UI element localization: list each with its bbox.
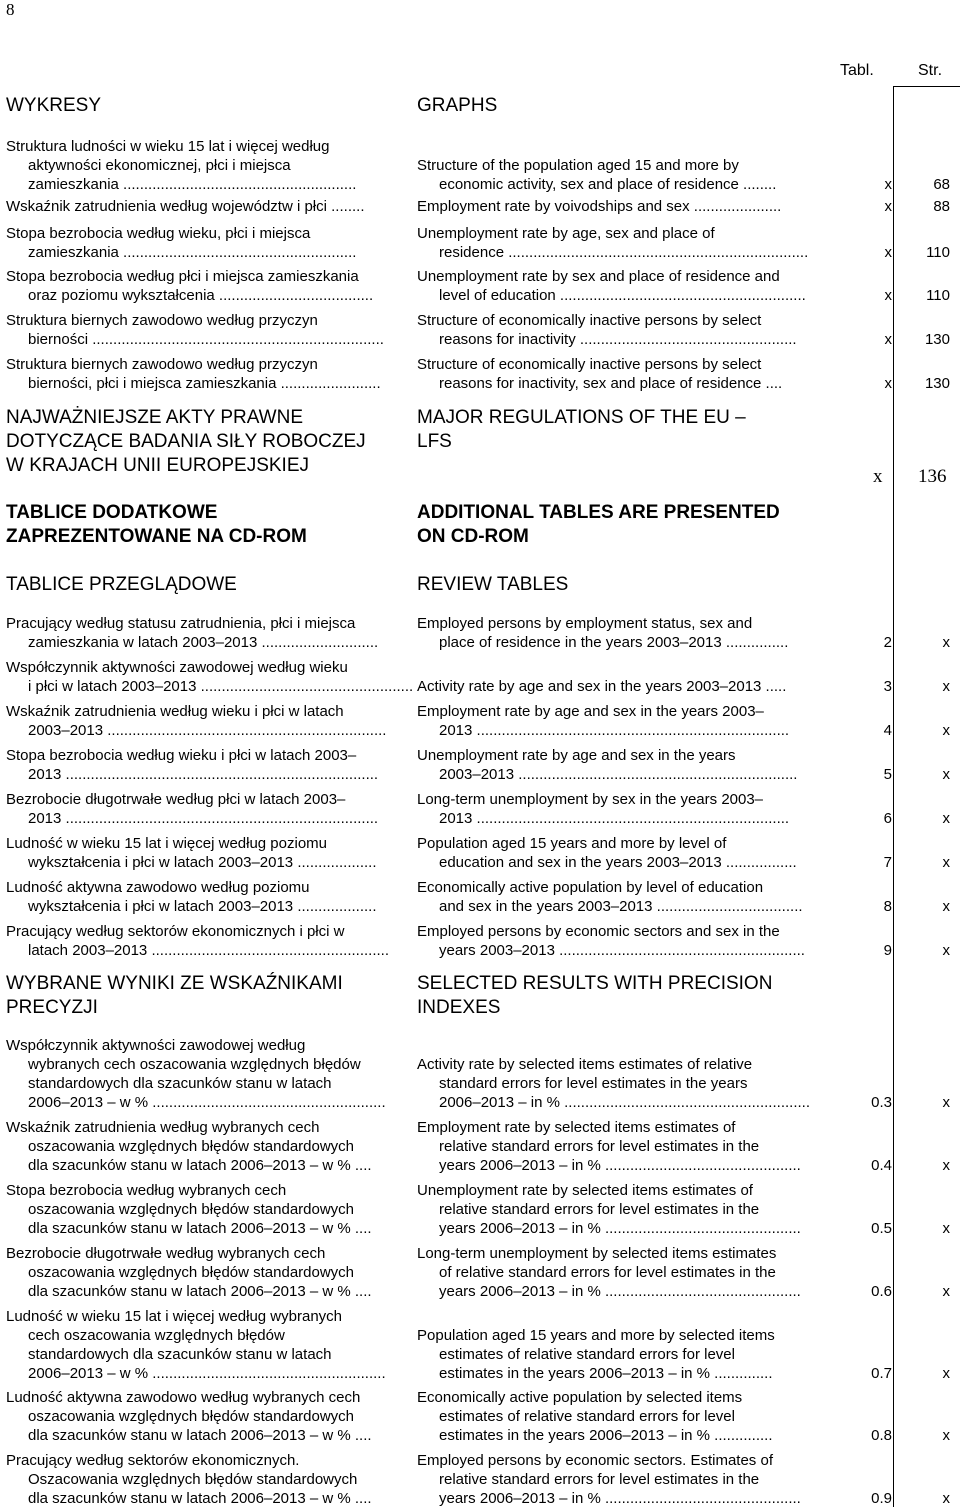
graph-entry-en-line: economic activity, sex and place of residence ........: [439, 176, 777, 193]
graph-entry-en-line: Structure of economically inactive persons by select: [417, 312, 762, 329]
graph-entry-str-ref: 88: [933, 198, 950, 215]
graph-entry-pl-line: zamieszkania ........................................................: [28, 244, 357, 261]
review-entry-en-line: years 2003–2013 ...........................................................: [439, 942, 805, 959]
precision-entry-en-line: years 2006–2013 – in % ...............................................: [439, 1220, 801, 1237]
precision-entry-pl-line: oszacowania względnych błędów standardowych: [28, 1408, 355, 1425]
review-entry-pl-line: wykształcenia i płci w latach 2003–2013 ...................: [28, 854, 377, 871]
precision-entry-en-line: estimates of relative standard errors for level: [439, 1408, 735, 1425]
review-entry-pl-line: Ludność w wieku 15 lat i więcej według poziomu: [6, 835, 328, 852]
precision-entry-pl-line: oszacowania względnych błędów standardowych: [28, 1201, 355, 1218]
precision-entry-en-line: of relative standard errors for level estimates in the: [439, 1264, 776, 1281]
review-entry-pl-line: latach 2003–2013 .........................................................: [28, 942, 389, 959]
precision-entry-en-line: relative standard errors for level estimates in the: [439, 1138, 760, 1155]
precision-entry-pl-line: Oszacowania względnych błędów standardowych: [28, 1471, 358, 1488]
graph-entry-str-ref: 110: [926, 287, 950, 304]
review-entry-pl-line: i płci w latach 2003–2013 ...................................................: [28, 678, 414, 695]
review-entry-tabl-ref: 5: [883, 766, 892, 783]
precision-entry-tabl-ref: 0.5: [871, 1220, 892, 1237]
graph-entry-pl-line: bierności ......................................................................: [28, 331, 384, 348]
graph-entry-en-line: residence ........................................................................: [439, 244, 809, 261]
precision-entry-tabl-ref: 0.6: [871, 1283, 892, 1300]
review-entry-str-ref: x: [942, 722, 950, 739]
precision-entry-pl-line: dla szacunków stanu w latach 2006–2013 – w % ....: [28, 1490, 372, 1507]
precision-entry-pl-line: oszacowania względnych błędów standardowych: [28, 1138, 355, 1155]
review-entry-en-line: 2013 ...........................................................................: [439, 810, 790, 827]
section-heading-dodatkowe-en-1: ADDITIONAL TABLES ARE PRESENTED: [417, 502, 780, 523]
graph-entry-pl-line: zamieszkania ........................................................: [28, 176, 357, 193]
review-entry-en-line: Employed persons by employment status, sex and: [417, 615, 753, 632]
graph-entry-en-line: Unemployment rate by sex and place of residence and: [417, 268, 780, 285]
graph-entry-str-ref: 68: [933, 176, 950, 193]
precision-entry-str-ref: x: [942, 1157, 950, 1174]
graph-entry-tabl-ref: x: [884, 287, 892, 304]
section-heading-przegladowe-en: REVIEW TABLES: [417, 574, 569, 595]
review-entry-str-ref: x: [942, 766, 950, 783]
review-entry-pl-line: zamieszkania w latach 2003–2013 ............................: [28, 634, 379, 651]
precision-entry-pl-line: Współczynnik aktywności zawodowej według: [6, 1037, 306, 1054]
graph-entry-en-line: reasons for inactivity, sex and place of residence ....: [439, 375, 783, 392]
precision-entry-pl-line: Stopa bezrobocia według wybranych cech: [6, 1182, 287, 1199]
section-heading-akty-pl-2: DOTYCZĄCE BADANIA SIŁY ROBOCZEJ: [6, 431, 366, 452]
precision-entry-pl-line: Ludność aktywna zawodowo według wybranych cech: [6, 1389, 361, 1406]
review-entry-str-ref: x: [942, 634, 950, 651]
review-entry-tabl-ref: 2: [883, 634, 892, 651]
graph-entry-en-line: Employment rate by voivodships and sex .....................: [417, 198, 782, 215]
section-heading-akty-pl-3: W KRAJACH UNII EUROPEJSKIEJ: [6, 455, 309, 476]
graph-entry-tabl-ref: x: [884, 375, 892, 392]
precision-entry-en-line: estimates in the years 2006–2013 – in % ..............: [439, 1427, 773, 1444]
graph-entry-pl-line: bierności, płci i miejsca zamieszkania ........................: [28, 375, 381, 392]
review-entry-pl-line: Pracujący według statusu zatrudnienia, płci i miejsca: [6, 615, 356, 632]
review-entry-en-line: Activity rate by age and sex in the years 2003–2013 .....: [417, 678, 787, 695]
review-entry-tabl-ref: 8: [883, 898, 892, 915]
precision-entry-en-line: Activity rate by selected items estimates of relative: [417, 1056, 753, 1073]
review-entry-tabl-ref: 3: [883, 678, 892, 695]
graph-entry-pl-line: oraz poziomu wykształcenia .....................................: [28, 287, 374, 304]
precision-entry-str-ref: x: [942, 1094, 950, 1111]
precision-entry-en-line: Employment rate by selected items estimates of: [417, 1119, 736, 1136]
section-heading-dodatkowe-pl-1: TABLICE DODATKOWE: [6, 502, 218, 523]
graph-entry-str-ref: 110: [926, 244, 950, 261]
akty-str: 136: [918, 466, 947, 487]
graph-entry-pl-line: Struktura biernych zawodowo według przyczyn: [6, 312, 318, 329]
review-entry-en-line: education and sex in the years 2003–2013 .................: [439, 854, 797, 871]
review-entry-str-ref: x: [942, 898, 950, 915]
review-entry-pl-line: 2013 ...........................................................................: [28, 810, 379, 827]
graph-entry-en-line: Structure of the population aged 15 and more by: [417, 157, 739, 174]
precision-entry-pl-line: wybranych cech oszacowania względnych błędów: [28, 1056, 361, 1073]
precision-entry-str-ref: x: [942, 1283, 950, 1300]
section-heading-wykresy: WYKRESY: [6, 95, 102, 116]
str-header: Str.: [918, 62, 943, 79]
precision-entry-en-line: Population aged 15 years and more by selected items: [417, 1327, 775, 1344]
precision-entry-pl-line: standardowych dla szacunków stanu w latach: [28, 1075, 332, 1092]
precision-entry-str-ref: x: [942, 1220, 950, 1237]
review-entry-str-ref: x: [942, 942, 950, 959]
precision-entry-tabl-ref: 0.4: [871, 1157, 892, 1174]
precision-entry-pl-line: Wskaźnik zatrudnienia według wybranych cech: [6, 1119, 320, 1136]
column-divider: [893, 86, 894, 1507]
precision-entry-pl-line: dla szacunków stanu w latach 2006–2013 – w % ....: [28, 1220, 372, 1237]
review-entry-pl-line: Wskaźnik zatrudnienia według wieku i płci w latach: [6, 703, 344, 720]
precision-entry-tabl-ref: 0.7: [871, 1365, 892, 1382]
precision-entry-str-ref: x: [942, 1427, 950, 1444]
review-entry-pl-line: 2003–2013 ...................................................................: [28, 722, 387, 739]
precision-entry-en-line: relative standard errors for level estimates in the: [439, 1201, 760, 1218]
precision-entry-en-line: years 2006–2013 – in % ...............................................: [439, 1157, 801, 1174]
section-heading-przegladowe-pl: TABLICE PRZEGLĄDOWE: [6, 574, 237, 595]
section-heading-wybrane-pl-2: PRECYZJI: [6, 997, 98, 1018]
graph-entry-en-line: level of education ...........................................................: [439, 287, 806, 304]
precision-entry-en-line: years 2006–2013 – in % ...............................................: [439, 1283, 801, 1300]
graph-entry-en-line: Structure of economically inactive persons by select: [417, 356, 762, 373]
graph-entry-en-line: Unemployment rate by age, sex and place of: [417, 225, 715, 242]
section-heading-akty-pl-1: NAJWAŻNIEJSZE AKTY PRAWNE: [6, 407, 304, 428]
precision-entry-en-line: years 2006–2013 – in % ...............................................: [439, 1490, 801, 1507]
review-entry-pl-line: 2013 ...........................................................................: [28, 766, 379, 783]
page-number: 8: [6, 0, 15, 19]
graph-entry-tabl-ref: x: [884, 176, 892, 193]
review-entry-en-line: Employed persons by economic sectors and sex in the: [417, 923, 780, 940]
review-entry-en-line: 2013 ...........................................................................: [439, 722, 790, 739]
review-entry-en-line: Economically active population by level of education: [417, 879, 764, 896]
graph-entry-pl-line: Struktura biernych zawodowo według przyczyn: [6, 356, 318, 373]
graph-entry-pl-line: Stopa bezrobocia według płci i miejsca zamieszkania: [6, 268, 359, 285]
precision-entry-str-ref: x: [942, 1365, 950, 1382]
precision-entry-en-line: standard errors for level estimates in the years: [439, 1075, 748, 1092]
review-entry-en-line: Population aged 15 years and more by level of: [417, 835, 727, 852]
review-entry-pl-line: Bezrobocie długotrwałe według płci w latach 2003–: [6, 791, 346, 808]
precision-entry-pl-line: 2006–2013 – w % ........................................................: [28, 1094, 386, 1111]
precision-entry-tabl-ref: 0.3: [871, 1094, 892, 1111]
precision-entry-tabl-ref: 0.8: [871, 1427, 892, 1444]
review-entry-en-line: Unemployment rate by age and sex in the years: [417, 747, 736, 764]
precision-entry-tabl-ref: 0.9: [871, 1490, 892, 1507]
precision-entry-pl-line: Bezrobocie długotrwałe według wybranych cech: [6, 1245, 326, 1262]
graph-entry-pl-line: Struktura ludności w wieku 15 lat i więcej według: [6, 138, 330, 155]
review-entry-pl-line: Współczynnik aktywności zawodowej według wieku: [6, 659, 348, 676]
section-heading-dodatkowe-en-2: ON CD-ROM: [417, 526, 529, 547]
precision-entry-pl-line: oszacowania względnych błędów standardowych: [28, 1264, 355, 1281]
review-entry-str-ref: x: [942, 678, 950, 695]
precision-entry-en-line: estimates of relative standard errors for level: [439, 1346, 735, 1363]
precision-entry-pl-line: Pracujący według sektorów ekonomicznych.: [6, 1452, 300, 1469]
precision-entry-en-line: Economically active population by selected items: [417, 1389, 743, 1406]
review-entry-pl-line: Pracujący według sektorów ekonomicznych i płci w: [6, 923, 345, 940]
review-entry-pl-line: Stopa bezrobocia według wieku i płci w latach 2003–: [6, 747, 357, 764]
review-entry-en-line: Long-term unemployment by sex in the years 2003–: [417, 791, 764, 808]
tabl-header: Tabl.: [840, 62, 874, 79]
precision-entry-en-line: relative standard errors for level estimates in the: [439, 1471, 760, 1488]
graph-entry-pl-line: Wskaźnik zatrudnienia według województw i płci ........: [6, 198, 365, 215]
section-heading-wybrane-en-2: INDEXES: [417, 997, 501, 1018]
review-entry-pl-line: wykształcenia i płci w latach 2003–2013 ...................: [28, 898, 377, 915]
section-heading-wybrane-pl-1: WYBRANE WYNIKI ZE WSKAŹNIKAMI: [6, 973, 343, 994]
graph-entry-str-ref: 130: [924, 331, 950, 348]
graph-entry-tabl-ref: x: [884, 198, 892, 215]
graph-entry-tabl-ref: x: [884, 244, 892, 261]
precision-entry-en-line: 2006–2013 – in % ...........................................................: [439, 1094, 810, 1111]
review-entry-tabl-ref: 4: [883, 722, 892, 739]
review-entry-pl-line: Ludność aktywna zawodowo według poziomu: [6, 879, 310, 896]
precision-entry-en-line: Unemployment rate by selected items estimates of: [417, 1182, 753, 1199]
graph-entry-tabl-ref: x: [884, 331, 892, 348]
review-entry-en-line: Employment rate by age and sex in the years 2003–: [417, 703, 764, 720]
review-entry-str-ref: x: [942, 854, 950, 871]
precision-entry-pl-line: standardowych dla szacunków stanu w latach: [28, 1346, 332, 1363]
section-heading-graphs: GRAPHS: [417, 95, 498, 116]
precision-entry-en-line: estimates in the years 2006–2013 – in % ..............: [439, 1365, 773, 1382]
section-heading-akty-en-1: MAJOR REGULATIONS OF THE EU –: [417, 407, 746, 428]
graph-entry-pl-line: Stopa bezrobocia według wieku, płci i miejsca: [6, 225, 311, 242]
review-entry-en-line: and sex in the years 2003–2013 ...................................: [439, 898, 803, 915]
section-heading-akty-en-2: LFS: [417, 431, 452, 452]
precision-entry-pl-line: dla szacunków stanu w latach 2006–2013 – w % ....: [28, 1427, 372, 1444]
header-rule: [893, 86, 960, 87]
precision-entry-pl-line: cech oszacowania względnych błędów: [28, 1327, 285, 1344]
review-entry-tabl-ref: 6: [883, 810, 892, 827]
review-entry-en-line: place of residence in the years 2003–2013 ...............: [439, 634, 789, 651]
section-heading-dodatkowe-pl-2: ZAPREZENTOWANE NA CD-ROM: [6, 526, 307, 547]
graph-entry-en-line: reasons for inactivity ....................................................: [439, 331, 797, 348]
review-entry-tabl-ref: 9: [883, 942, 892, 959]
graph-entry-str-ref: 130: [924, 375, 950, 392]
precision-entry-en-line: Employed persons by economic sectors. Estimates of: [417, 1452, 773, 1469]
precision-entry-str-ref: x: [942, 1490, 950, 1507]
akty-tabl: x: [873, 466, 883, 487]
precision-entry-pl-line: Ludność w wieku 15 lat i więcej według wybranych: [6, 1308, 343, 1325]
precision-entry-pl-line: dla szacunków stanu w latach 2006–2013 – w % ....: [28, 1157, 372, 1174]
precision-entry-pl-line: 2006–2013 – w % ........................................................: [28, 1365, 386, 1382]
review-entry-tabl-ref: 7: [883, 854, 892, 871]
precision-entry-pl-line: dla szacunków stanu w latach 2006–2013 – w % ....: [28, 1283, 372, 1300]
review-entry-en-line: 2003–2013 ...................................................................: [439, 766, 798, 783]
review-entry-str-ref: x: [942, 810, 950, 827]
precision-entry-en-line: Long-term unemployment by selected items estimates: [417, 1245, 777, 1262]
graph-entry-pl-line: aktywności ekonomicznej, płci i miejsca: [28, 157, 291, 174]
section-heading-wybrane-en-1: SELECTED RESULTS WITH PRECISION: [417, 973, 773, 994]
